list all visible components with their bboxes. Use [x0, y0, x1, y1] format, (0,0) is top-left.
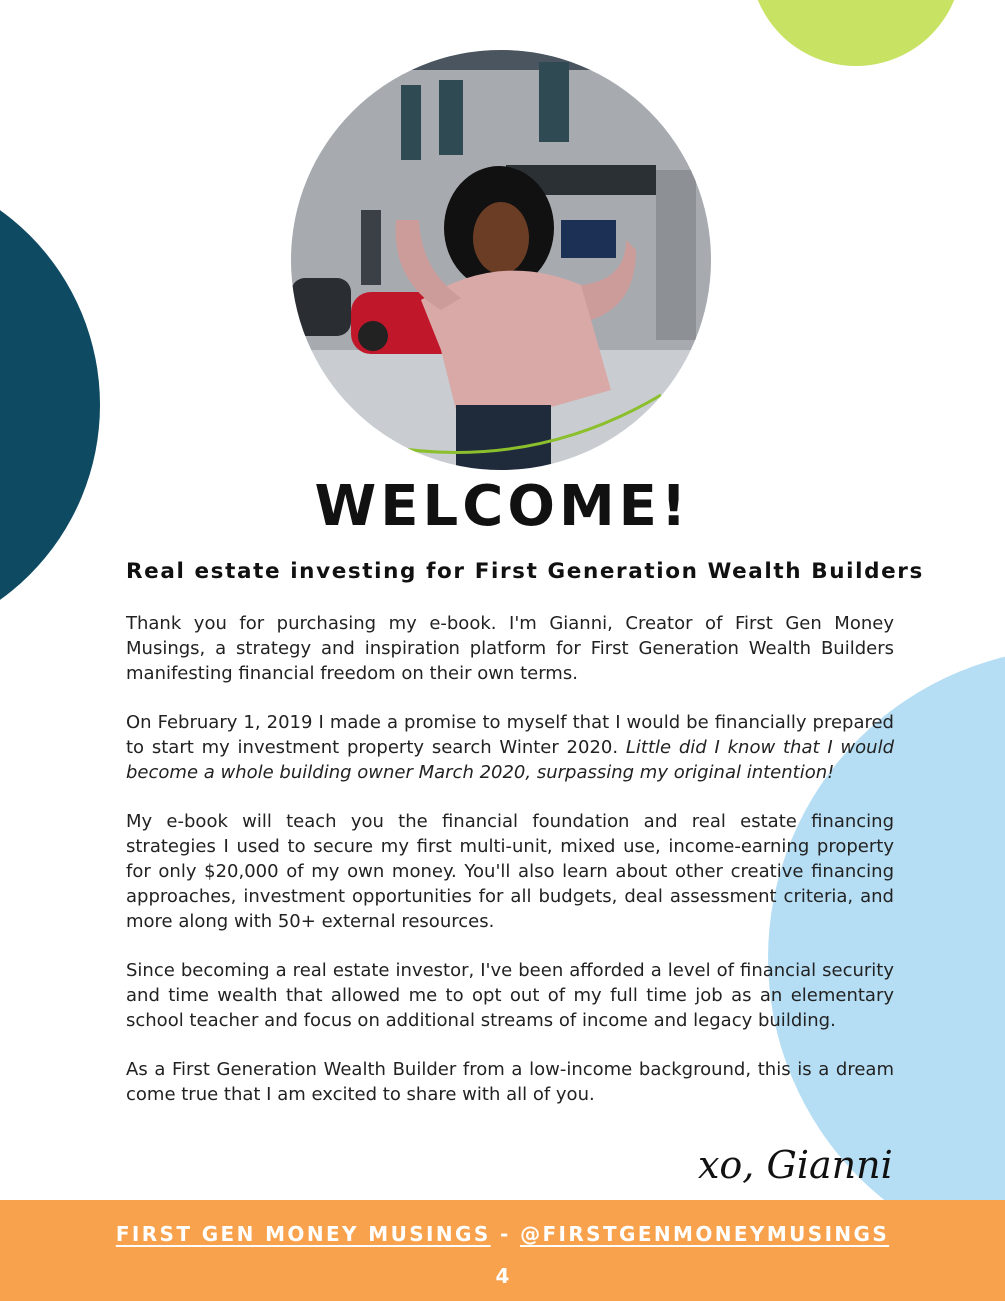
- author-photo-illustration: [291, 50, 711, 470]
- footer-bar: [0, 1200, 1005, 1301]
- signature: [694, 1120, 904, 1202]
- footer-brand-link[interactable]: FIRST GEN MONEY MUSINGS: [115, 1222, 491, 1246]
- page-title: WELCOME!: [314, 474, 691, 539]
- signature-graphic: [694, 1120, 904, 1202]
- signature-text: xo, Gianni: [698, 1143, 893, 1187]
- welcome-letter: [126, 612, 894, 1108]
- footer-links: [0, 1222, 1005, 1246]
- decorative-green-circle: [750, 0, 962, 66]
- paragraph-promise: [126, 711, 894, 785]
- footer-separator: -: [490, 1222, 521, 1246]
- paragraph-intro: Thank you for purchasing my e-book. I'm Gianni, Creator of First Gen Money Musings, a strategy and inspiration platform for First Generation Wealth Builders manifesting financial freedom on their own terms.: [126, 613, 894, 684]
- footer-handle-link[interactable]: @FIRSTGENMONEYMUSINGS: [520, 1222, 890, 1246]
- page-subtitle: Real estate investing for First Generation Wealth Builders: [126, 559, 924, 584]
- page-number: 4: [495, 1264, 510, 1288]
- paragraph-promise-emphasis: Little did I know that I would become a whole building owner March 2020, surpassing my original intention!: [126, 736, 894, 783]
- paragraph-ebook: My e-book will teach you the financial foundation and real estate financing strategies I used to secure my first multi-unit, mixed use, income-earning property for only $20,000 of my own money. You'll also learn about other creative financing approaches, investment opportunities for all budgets, deal assessment criteria, and more along with 50+ external resources.: [126, 811, 894, 932]
- decorative-navy-circle: [0, 165, 100, 645]
- paragraph-investor: Since becoming a real estate investor, I've been afforded a level of financial security and time wealth that allowed me to opt out of my full time job as an elementary school teacher and focus on additional streams of income and legacy building.: [126, 960, 894, 1031]
- author-photo: [291, 50, 711, 470]
- paragraph-promise-text: On February 1, 2019 I made a promise to myself that I would be financially prepared to start my investment property search Winter 2020.: [126, 712, 894, 758]
- paragraph-closing: As a First Generation Wealth Builder from a low-income background, this is a dream come true that I am excited to share with all of you.: [126, 1059, 894, 1106]
